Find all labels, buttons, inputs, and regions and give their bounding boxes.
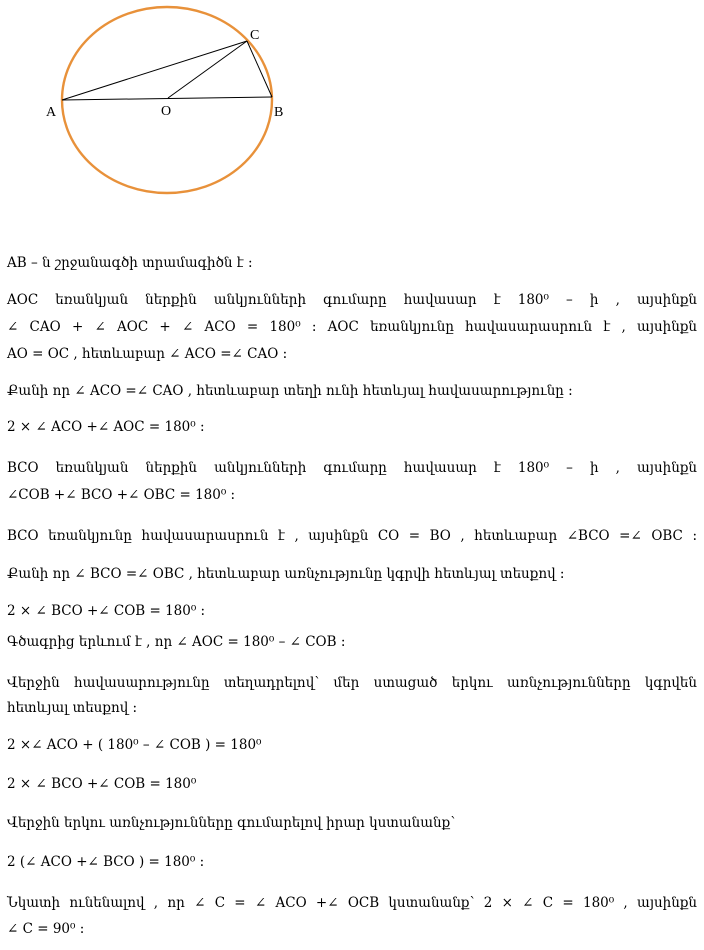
text-line: Նկատի ունենալով , որ ∠ C = ∠ ACO +∠ OCB կստանանք՝ 2 × ∠ C = 180⁰ , այսինքն bbox=[7, 895, 697, 911]
segment-oc bbox=[168, 41, 247, 98]
chord-bc bbox=[247, 41, 272, 97]
text-line: 2 × ∠ BCO +∠ COB = 180⁰ bbox=[7, 776, 197, 792]
text-line: Գծագրից երևում է , որ ∠ AOC = 180⁰ – ∠ COB : bbox=[7, 634, 346, 650]
chord-ac bbox=[62, 41, 247, 100]
text-line: 2 × ∠ ACO +∠ AOC = 180⁰ : bbox=[7, 419, 205, 435]
geometry-figure bbox=[0, 0, 320, 210]
label-b: B bbox=[274, 105, 284, 120]
text-line: 2 (∠ ACO +∠ BCO ) = 180⁰ : bbox=[7, 854, 205, 870]
text-line: BCO եռանկյունը հավասարասրուն է , այսինքն CO = BO , հետևաբար ∠BCO =∠ OBC : bbox=[7, 528, 697, 544]
text-line: BCO եռանկյան ներքին անկյունների գումարը հավասար է 180⁰ – ի , այսինքն bbox=[7, 460, 697, 476]
text-line: 2 × ∠ BCO +∠ COB = 180⁰ : bbox=[7, 603, 206, 619]
label-o: O bbox=[161, 104, 172, 119]
label-c: C bbox=[250, 28, 260, 43]
label-a: A bbox=[46, 105, 57, 120]
text-line: Քանի որ ∠ ACO =∠ CAO , հետևաբար տեղի ունի հետևյալ հավասարությունը : bbox=[7, 383, 573, 399]
diameter-ab bbox=[62, 97, 272, 100]
text-line: AO = OC , հետևաբար ∠ ACO =∠ CAO : bbox=[7, 346, 288, 362]
text-line: ∠ C = 90⁰ : bbox=[7, 921, 85, 937]
text-line: AB – ն շրջանագծի տրամագիծն է : bbox=[7, 255, 253, 271]
text-line: AOC եռանկյան ներքին անկյունների գումարը հավասար է 180⁰ – ի , այսինքն bbox=[7, 292, 697, 308]
text-line: ∠COB +∠ BCO +∠ OBC = 180⁰ : bbox=[7, 487, 236, 503]
text-line: Վերջին հավասարությունը տեղադրելով՝ մեր ստացած երկու առնչությունները կգրվեն bbox=[7, 675, 697, 691]
text-line: Քանի որ ∠ BCO =∠ OBC , հետևաբար առնչությունը կգրվի հետևյալ տեսքով : bbox=[7, 566, 565, 582]
text-line: հետևյալ տեսքով : bbox=[7, 700, 138, 716]
circle-diagram bbox=[0, 0, 320, 210]
text-line: Վերջին երկու առնչությունները գումարելով իրար կստանանք՝ bbox=[7, 815, 456, 831]
text-line: ∠ CAO + ∠ AOC + ∠ ACO = 180⁰ : AOC եռանկյունը հավասարասրուն է , այսինքն bbox=[7, 319, 697, 335]
text-line: 2 ×∠ ACO + ( 180⁰ – ∠ COB ) = 180⁰ bbox=[7, 737, 262, 753]
